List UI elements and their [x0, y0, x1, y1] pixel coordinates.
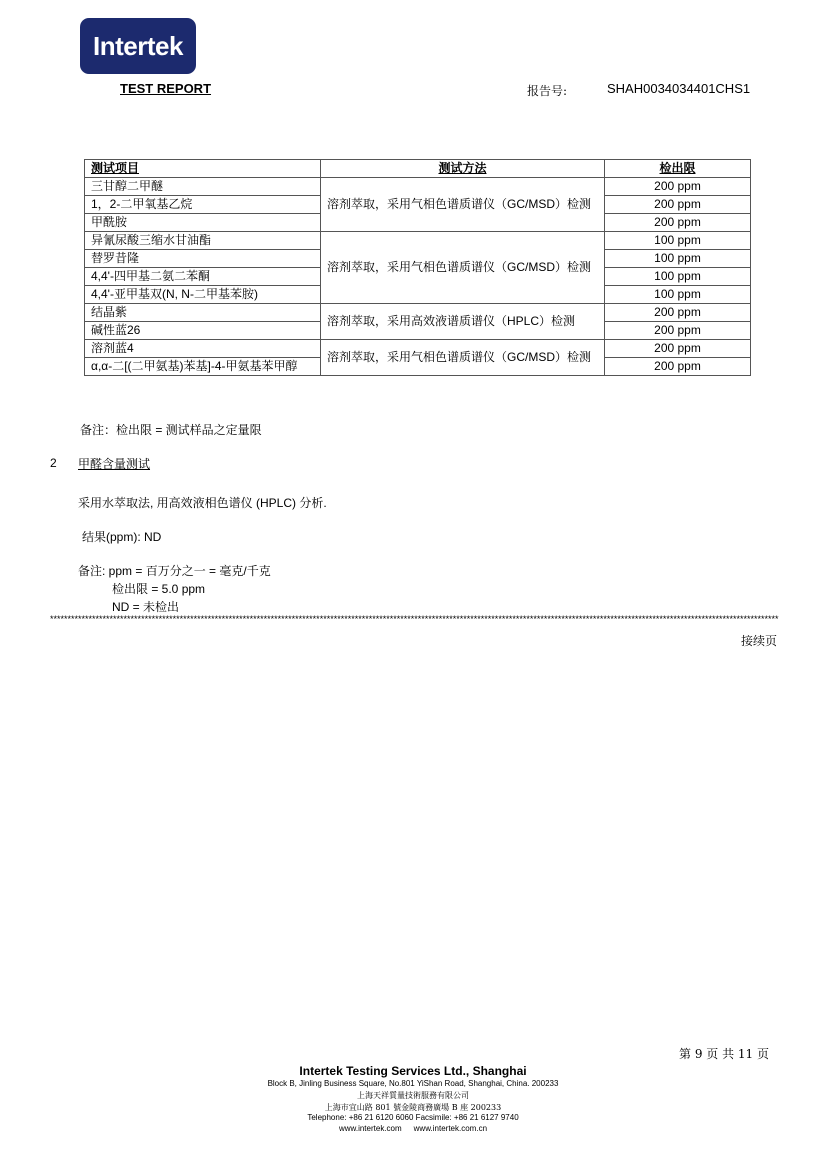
test-item: 替罗昔隆 [85, 250, 321, 268]
footer-website-link[interactable]: www.intertek.com [338, 1124, 402, 1133]
section-title: 甲醛含量测试 [78, 457, 151, 471]
column-header-item: 测试项目 [85, 160, 321, 178]
test-item: 溶剂蓝4 [85, 340, 321, 358]
detection-limit: 100 ppm [605, 250, 751, 268]
detection-limit: 200 ppm [605, 196, 751, 214]
test-item: α,α-二[(二甲氨基)苯基]-4-甲氨基苯甲醇 [85, 358, 321, 376]
test-method: 溶剂萃取，采用气相色谱质谱仪（GC/MSD）检测 [321, 232, 605, 304]
test-item: 结晶紫 [85, 304, 321, 322]
table-row [85, 340, 751, 358]
test-item: 甲酰胺 [85, 214, 321, 232]
detection-limit: 200 ppm [605, 214, 751, 232]
continued-label: 接续页 [741, 634, 778, 648]
detection-limit: 200 ppm [605, 304, 751, 322]
test-items-table [84, 159, 751, 376]
report-type-title: TEST REPORT [120, 81, 212, 96]
table-note: 备注：检出限 = 测试样品之定量限 [80, 423, 262, 437]
footer-address-en: Block B, Jinling Business Square, No.801 YiShan Road, Shanghai, China. 200233 [267, 1079, 559, 1088]
column-header-limit: 检出限 [605, 160, 751, 178]
formaldehyde-note-line: 检出限 = 5.0 ppm [112, 582, 206, 596]
formaldehyde-method: 采用水萃取法, 用高效液相色谱仪 (HPLC) 分析. [78, 496, 327, 510]
test-method: 溶剂萃取，采用气相色谱质谱仪（GC/MSD）检测 [321, 340, 605, 376]
footer-website-link[interactable]: www.intertek.com.cn [413, 1124, 488, 1133]
footer-company: Intertek Testing Services Ltd., Shanghai [299, 1064, 527, 1078]
test-item: 异氰尿酸三缩水甘油酯 [85, 232, 321, 250]
table-row [85, 304, 751, 322]
section-number: 2 [50, 456, 57, 470]
formaldehyde-note-line: 备注: ppm = 百万分之一 = 毫克/千克 [78, 564, 271, 578]
detection-limit: 100 ppm [605, 232, 751, 250]
column-header-method: 测试方法 [321, 160, 605, 178]
footer-address-cn: 上海市宜山路 801 號金陵商務廣場 B 座 200233 [324, 1103, 502, 1112]
table-row [85, 232, 751, 250]
report-number-label: 报告号: [527, 84, 568, 98]
table-row [85, 178, 751, 196]
test-item: 4,4'-亚甲基双(N, N-二甲基苯胺) [85, 286, 321, 304]
detection-limit: 100 ppm [605, 268, 751, 286]
intertek-logo: Intertek [80, 18, 196, 74]
footer-name-cn: 上海天祥質量技術服務有限公司 [357, 1091, 469, 1100]
table-header-row [85, 160, 751, 178]
detection-limit: 200 ppm [605, 340, 751, 358]
detection-limit: 200 ppm [605, 178, 751, 196]
separator-line: **************************************************************************************************************************************************************************************************************** [50, 614, 779, 624]
test-item: 碱性蓝26 [85, 322, 321, 340]
detection-limit: 200 ppm [605, 358, 751, 376]
test-method: 溶剂萃取，采用高效液谱质谱仪（HPLC）检测 [321, 304, 605, 340]
formaldehyde-result: 结果(ppm): ND [82, 530, 162, 544]
page-number: 第 9 页 共 11 页 [679, 1047, 769, 1061]
test-item: 三甘醇二甲醚 [85, 178, 321, 196]
detection-limit: 200 ppm [605, 322, 751, 340]
test-item: 1，2-二甲氧基乙烷 [85, 196, 321, 214]
test-method: 溶剂萃取，采用气相色谱质谱仪（GC/MSD）检测 [321, 178, 605, 232]
footer-telephone: Telephone: +86 21 6120 6060 Facsimile: +86 21 6127 9740 [307, 1113, 519, 1122]
detection-limit: 100 ppm [605, 286, 751, 304]
report-number: SHAH0034034401CHS1 [607, 81, 751, 96]
test-item: 4,4'-四甲基二氨二苯酮 [85, 268, 321, 286]
footer-websites [0, 1124, 826, 1133]
formaldehyde-note-line: ND = 未检出 [112, 600, 180, 614]
